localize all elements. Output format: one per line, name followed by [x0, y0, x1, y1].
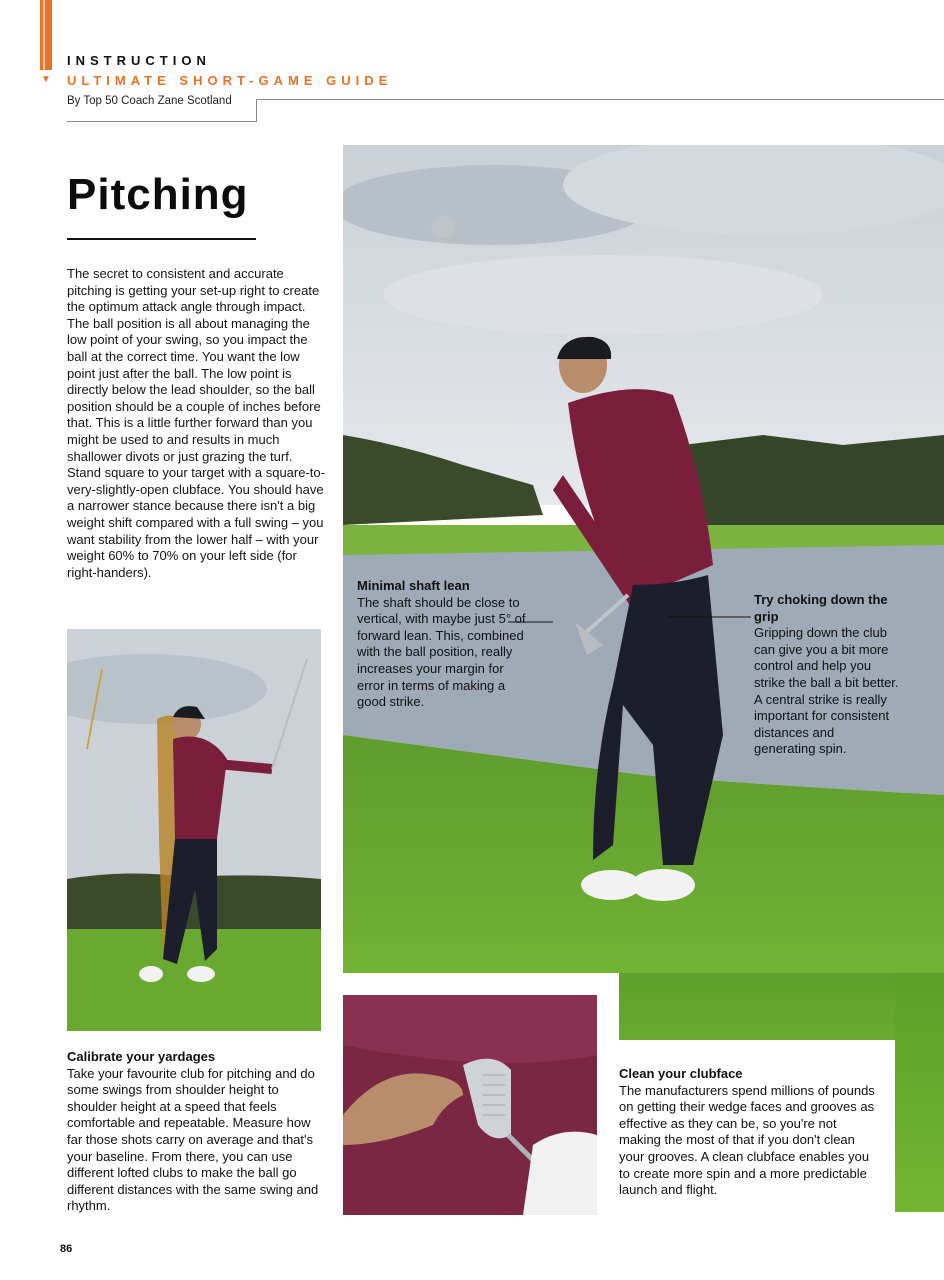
article-title: Pitching — [67, 170, 249, 219]
series-title: ULTIMATE SHORT-GAME GUIDE — [67, 73, 393, 88]
main-golfer-photo — [343, 145, 944, 973]
caption-shaft-lean-title: Minimal shaft lean — [357, 578, 470, 593]
caption-calibrate-title: Calibrate your yardages — [67, 1049, 216, 1064]
caption-choke-grip — [754, 592, 899, 758]
caption-calibrate-text: Take your favourite club for pitching and do some swings from shoulder height to shoulder height at a speed that feels comfortable and repeatable. Measure how far those shots carry on average and that's your baseline. From there, you can use different lofted clubs to make the ball go different distances with the same swing and rhythm. — [67, 1065, 319, 1214]
caption-choke-grip-title: Try choking down the grip — [754, 592, 888, 624]
orange-accent-bar — [40, 0, 52, 70]
caption-clean-clubface — [619, 1066, 881, 1199]
caption-clean-clubface-title: Clean your clubface — [619, 1066, 743, 1081]
page-number: 86 — [60, 1243, 73, 1255]
caption-clean-clubface-text: The manufacturers spend millions of pounds on getting their wedge faces and grooves as effective as they can be, so you're not making the most of that if you don't clean your grooves. A clean clubface enables you to create more spin and a more predictable launch and flight. — [619, 1082, 875, 1198]
grass-strip — [895, 973, 944, 1212]
title-underline — [67, 238, 256, 240]
triangle-marker-icon: ▼ — [41, 74, 51, 85]
article-body: The secret to consistent and accurate pitching is getting your set-up right to create the optimum attack angle through impact. The ball position is all about managing the low point of your swing, so you impact the ball at the correct time. You want the low point just after the ball. The low point is directly below the lead shoulder, so the ball position should be a couple of inches before that. This is a little further forward than you might be used to and results in much shallower divots or just grazing the turf. Stand square to your target with a square-to-very-slightly-open clubface. You should have a narrower stance because there isn't a big weight shift compared with a full swing – you want stability from the lower half – with your weight 60% to 70% on your left side (for right-handers). — [67, 266, 325, 580]
section-kicker: INSTRUCTION — [67, 53, 211, 68]
header-rule — [67, 121, 257, 122]
caption-choke-grip-text: Gripping down the club can give you a bit more control and help you strike the ball a bit better. A central strike is really important for consistent distances and generating spin. — [754, 625, 899, 757]
grip-closeup-photo — [343, 995, 597, 1215]
caption-shaft-lean-text: The shaft should be close to vertical, with maybe just 5° of forward lean. This, combined with the ball position, really increases your margin for error in terms of making a good strike. — [357, 594, 526, 710]
caption-shaft-lean — [357, 578, 532, 711]
header-rule-long — [256, 99, 944, 100]
header-rule-step — [256, 100, 257, 122]
byline: By Top 50 Coach Zane Scotland — [67, 95, 232, 107]
caption-calibrate — [67, 1049, 329, 1215]
swing-sequence-photo — [67, 629, 321, 1031]
